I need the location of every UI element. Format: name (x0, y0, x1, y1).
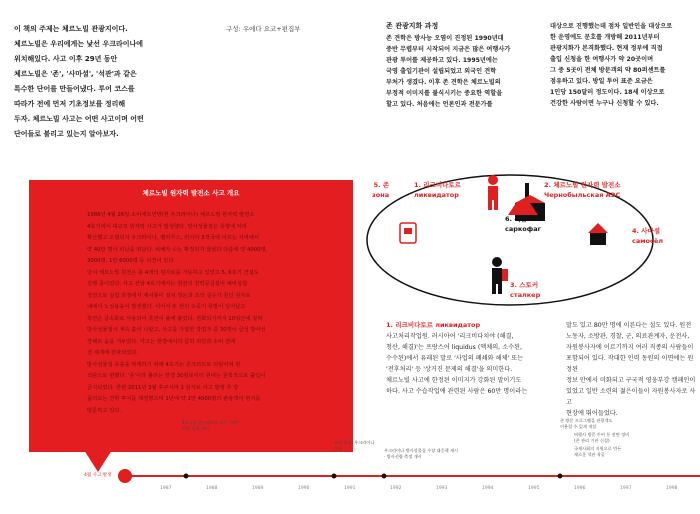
timeline-year: 1998 (666, 486, 678, 491)
timeline-year: 1994 (482, 486, 494, 491)
accident-overview-title: 체르노빌 원자력 발전소 사고 개요 (142, 189, 240, 197)
timeline-note-3: 우크라이나 방사성물질 수장 대응책 개시 · 방사선량 측정 개시 (384, 448, 459, 459)
house-icon (588, 223, 608, 245)
accident-overview-box (29, 180, 353, 452)
timeline-year: 1993 (436, 486, 448, 491)
timeline-year: 1992 (390, 486, 402, 491)
radiation-canister-icon (400, 223, 416, 243)
zone-section-col2: 대상으로 진행했는데 점차 일반인을 대상으로 한 운영에도 문호를 개방해 2011년부터 관광지화가 본격화했다. 현재 정부에 직접 출입 신청을 한 여행사가 약 20곳이며 그 중 5곳이 전체 방문객의 약 80퍼센트를 점유하고 있다. 방일 투어 표준 요금은 1인당 150달러 정도이다. 18세 이상으로 건강한 사람이면 누구나 신청할 수 있다. (550, 23, 673, 107)
label-zone: 5. 존 зона (372, 181, 390, 199)
timeline-note-4: 존 방문 프로그램을 관광객도 이용할 수 있게 개설 (560, 418, 613, 429)
timeline-year: 1989 (252, 486, 264, 491)
label-stalker: 3. 스토커 сталкер (510, 281, 541, 299)
label-samosely: 4. 사마셜 самосёл (632, 227, 664, 245)
timeline-event-dot (332, 474, 337, 479)
glossary-col1: 사고처리작업원. 러시아어 '리크비다치야 (해결, 청산, 해결)'는 프랑스어 liquidus (액체의, 소수된, 수수된)에서 유래된 말로 '사업의 폐쇄와 해체' 또는 '전후처리' 등 '상거진 문제의 해결'을 의미한다. 체르노빌 사고에 한정된 이미지가 강화된 말이기도 하다. 사고 수습작업에 관련된 사람은 60만 명이라는 (386, 333, 528, 395)
glossary-col2: 말도 있고 80만 명에 이른다는 설도 있다. 원전 노동자, 소방관, 경찰, 군, 의료관계자, 운전사, 자원봉사자에 이르기까지 여러 직종의 사람들이 포함되어 있다. 작대한 인력 동원의 이면에는 원정된 정보 안에서 미화되고 구국적 영웅부강 캠페인이 있었고 일반 소련의 젊은이들이 자원봉사자로 사고 현장에 뛰어들었다. (566, 322, 696, 417)
label-plant: 2. 체르노빌 원자력 발전소 Чернобыльская АЭС (544, 181, 621, 199)
timeline-year: 1987 (160, 486, 172, 491)
credit-line: 구성: 우에다 요코+편집부 (226, 25, 301, 33)
timeline-note-2: 소련 붕괴, 우크라이나 독립 (334, 440, 375, 451)
accident-overview-body: 1986년 4월 26일 소비에트연방(현 우크라이나) 체르노빌 원자력 발전소 4호기에서 대규모 원자력 사고가 발생했다. 방사성물질은 풍향에 따라 확산했고 오염되지 우크라이나, 벨라루스, 러시아 3개국에 이르는 지역에서 약 40만 명이 피난을 떠났다. 피해자 수는 확정되지 않았다 다름에 약 4000명, 3000명, 1만 6000명 등 의견이 있다. 당시 체르노빌 원전은 총 4개의 원자로를 가동하고 있었고 5, 6호기 건설도 진행 중이었다. 사고 전날 4호기에서는 원전의 전력공급설비 예비실험 정전으로 실험 과정에서 제어봉이 설치 정돈과 조작 실수가 원인 원자로 내에서 노심용융이 발생했다. 이어서 두 번의 수증기 폭발이 일어났고 흑연은 급속화로 사용되어 흑연이 불에 붙었다. 전화되기까지 10일간에 걸쳐 방사성물질이 계속 흩어 나왔고, 사고를 가열한 작업자 중 30명이 급성 방사선 장해로 숨을 거두었다. 사고는 현장에서의 급히 외단과 소비 전에 전 세계에 전파되었다. 방사성물질 유출을 막게하기 위해 4호기는 콘크리트로 뒤덮어져 된 석관으로 변했다. '존'이라 불리는 반경 30킬로미터 원내는 원칙적으로 출입이 금지되었다. 한편 2011년 3월 후쿠시마 1 원자로 사고 발행 후 방 플러보는 견학 투어를 재정했으며 1년에 약 1만 4000명의 관광객이 현지를 방문하고 있다. (87, 212, 268, 414)
timeline-year: 1997 (620, 486, 632, 491)
timeline-start-label: 4월 사고 발생 (84, 473, 112, 478)
label-liquidator: 1. 리크비다토르 ликвидатор (414, 181, 461, 199)
zone-section-col1: 존 견학은 방사능 오염이 진정된 1990년대 중반 무렵부터 시작되어 지금은 많은 여행사가 관광 투어를 제공하고 있다. 1995년에는 국영 출입기관이 설립되었고 외국인 견학 부처가 생겼다. 이후 존 견학은 체르노빌의 부정적 이미지를 불식시키는 중요한 역할을 할고 있다. 처음에는 언론인과 전문가를 (386, 35, 511, 108)
timeline-event-dot (184, 474, 189, 479)
intro-text: 이 책의 주제는 체르노빌 관광지이다. 체르노빌은 우리에게는 낯선 우크라이나에 위치해있다. 사고 이후 29년 동안 체르노빌은 '존', '사마셜', '석관'과 같은 특수한 단어를 만들어냈다. 투어 코스를 따라가 전에 먼저 기초정보를 정리해 두자. 체르노빌 사고는 어떤 사고이며 어떤 단어들로 불리고 있는지 알아보자. (14, 25, 144, 138)
stalker-figure (492, 257, 508, 294)
timeline-year: 1996 (574, 486, 586, 491)
timeline-note-5: 여행사 방문 투어 등 전면 정비 (존 관리 기관 신설) (574, 432, 630, 443)
timeline-year: 1995 (528, 486, 540, 491)
timeline-event-dot (382, 474, 387, 479)
timeline-note-1: 4호기를 콘크리트로 덮는 '석관' 건설 작업 개시 (182, 420, 240, 431)
glossary-heading: 1. 리크비다토르 ликвидатор (386, 321, 481, 329)
zone-section-heading: 존 관광지화 과정 (386, 22, 439, 30)
timeline-note-6: 국제사회의 지원으로 만든 새로운 석관 착공 (574, 446, 622, 457)
timeline-event-dot (558, 474, 563, 479)
timeline-year: 1991 (344, 486, 356, 491)
timeline-year: 1990 (298, 486, 310, 491)
liquidator-figure (488, 175, 498, 210)
label-sarcophagus: 6. 석관 саркофаг (505, 215, 542, 233)
timeline-year: 1988 (206, 486, 218, 491)
